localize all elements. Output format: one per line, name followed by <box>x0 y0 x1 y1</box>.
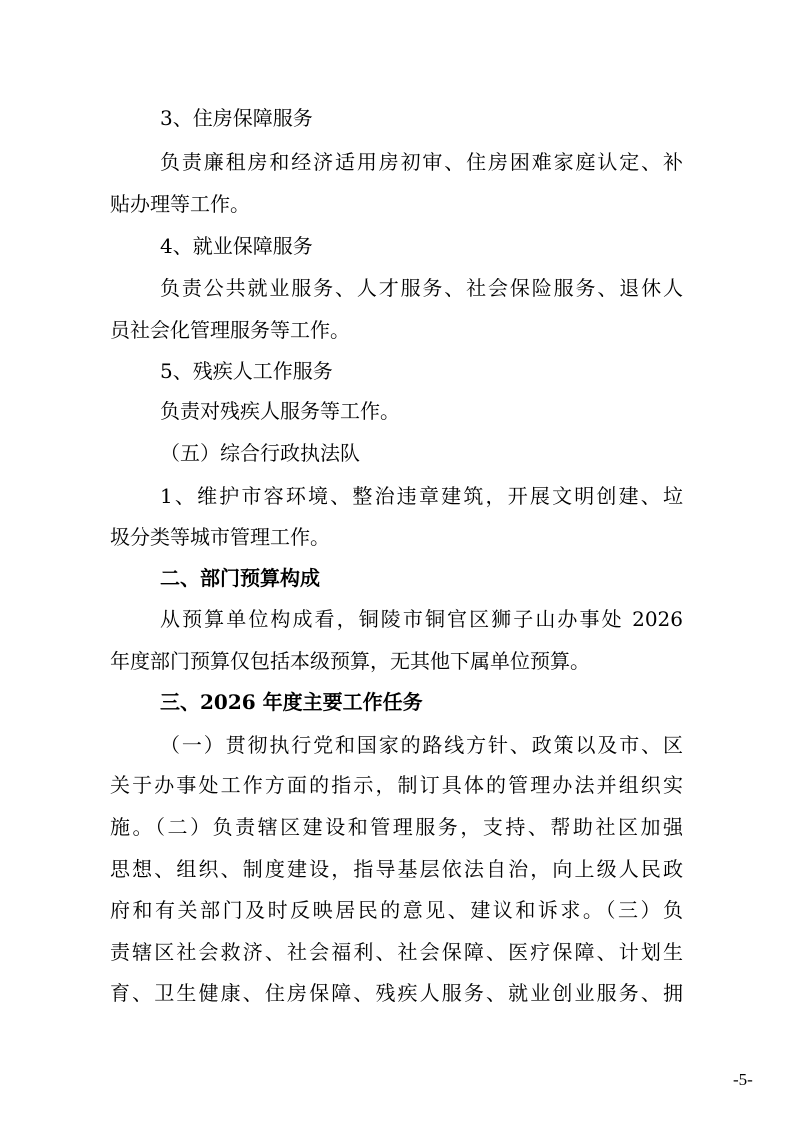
paragraph-line: 育、卫生健康、住房保障、残疾人服务、就业创业服务、拥 <box>110 981 683 1005</box>
paragraph-line: 负责公共就业服务、人才服务、社会保险服务、退休人 <box>160 276 683 300</box>
paragraph-line: （一）贯彻执行党和国家的路线方针、政策以及市、区 <box>160 733 683 757</box>
paragraph-line: 圾分类等城市管理工作。 <box>110 525 330 549</box>
paragraph-line: 从预算单位构成看，铜陵市铜官区狮子山办事处 2026 <box>160 607 683 631</box>
paragraph-line: 年度部门预算仅包括本级预算，无其他下属单位预算。 <box>110 649 590 673</box>
paragraph-line: 1、维护市容环境、整治违章建筑，开展文明创建、垃 <box>160 484 683 508</box>
paragraph-line: 施。（二）负责辖区建设和管理服务，支持、帮助社区加强 <box>110 815 683 839</box>
paragraph-line: 府和有关部门及时反映居民的意见、建议和诉求。（三）负 <box>110 898 683 922</box>
page-number: -5- <box>733 1070 753 1089</box>
section-heading-main-tasks: 三、2026 年度主要工作任务 <box>160 690 423 714</box>
heading-housing-security: 3、住房保障服务 <box>160 106 313 130</box>
paragraph-line: 责辖区社会救济、社会福利、社会保障、医疗保障、计划生 <box>110 940 683 964</box>
paragraph-line: 负责对残疾人服务等工作。 <box>160 399 400 423</box>
paragraph-line: 负责廉租房和经济适用房初审、住房困难家庭认定、补 <box>160 150 683 174</box>
paragraph-line: 关于办事处工作方面的指示，制订具体的管理办法并组织实 <box>110 773 683 797</box>
heading-law-enforcement-team: （五）综合行政执法队 <box>160 441 360 465</box>
heading-employment-security: 4、就业保障服务 <box>160 234 313 258</box>
paragraph-line: 思想、组织、制度建设，指导基层依法自治，向上级人民政 <box>110 857 683 881</box>
paragraph-line: 贴办理等工作。 <box>110 192 250 216</box>
section-heading-budget-composition: 二、部门预算构成 <box>160 566 320 590</box>
paragraph-line: 员社会化管理服务等工作。 <box>110 318 350 342</box>
heading-disability-service: 5、残疾人工作服务 <box>160 359 333 383</box>
